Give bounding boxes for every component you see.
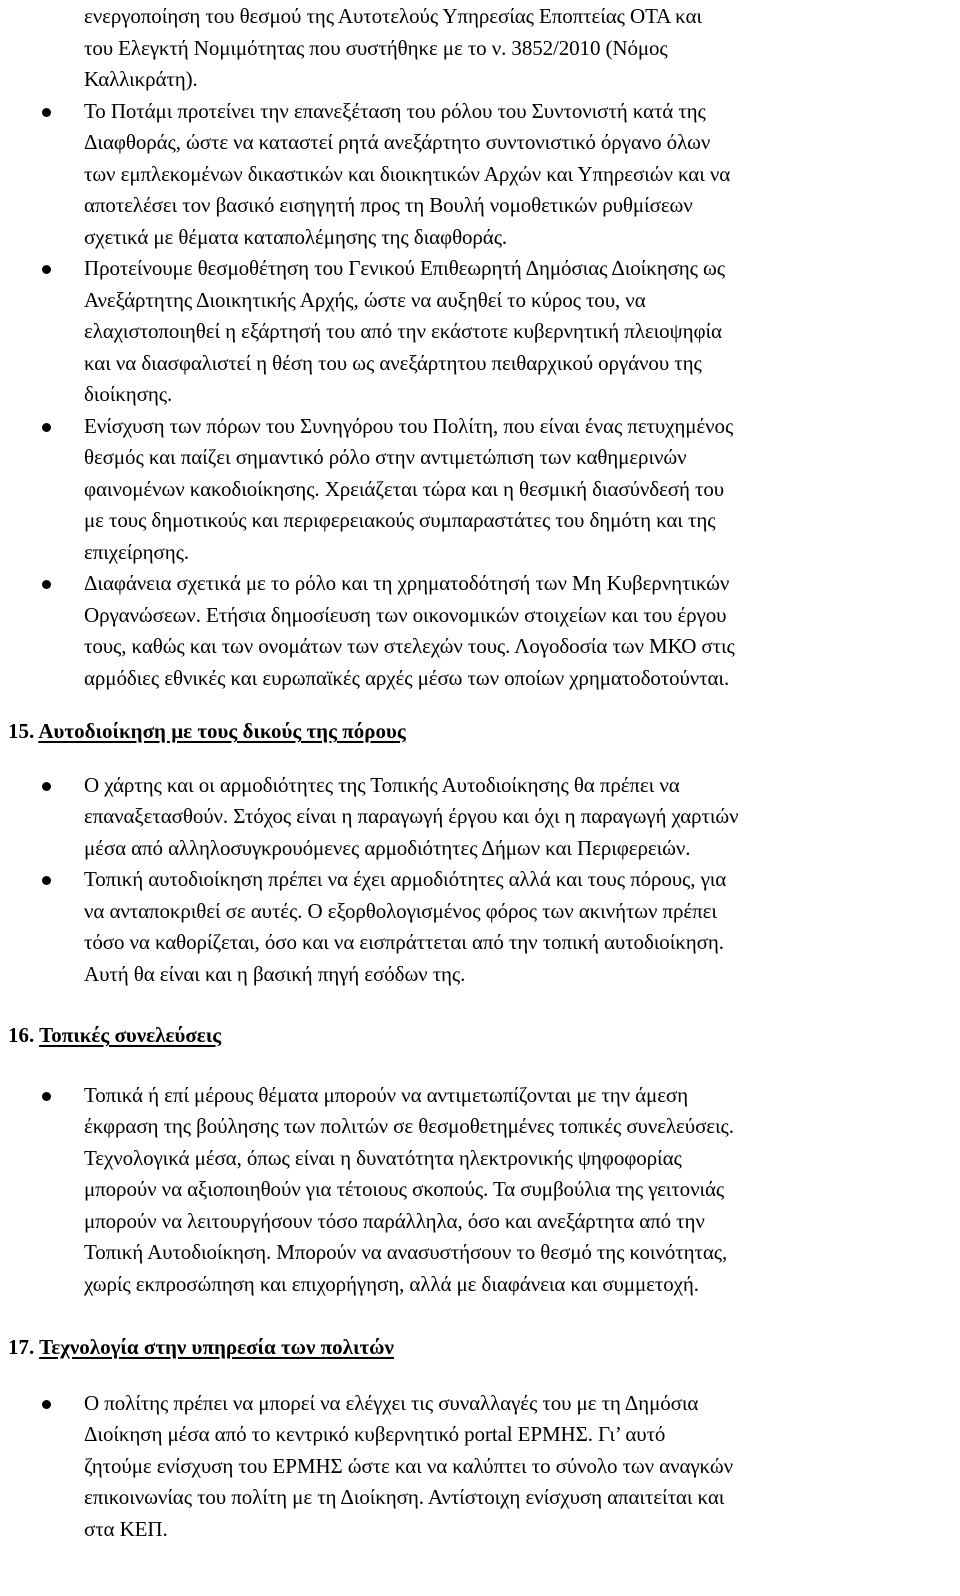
list-item-line: Ο χάρτης και οι αρμοδιότητες της Τοπικής Αυτοδιοίκησης θα πρέπει να: [84, 772, 680, 797]
list-item-line: των εμπλεκομένων δικαστικών και διοικητικών Αρχών και Υπηρεσιών και να: [84, 161, 731, 186]
list-item-line: να ανταποκριθεί σε αυτές. Ο εξορθολογισμένος φόρος των ακινήτων πρέπει: [84, 898, 717, 923]
list-item-line: τους, καθώς και των ονομάτων των στελεχών τους. Λογοδοσία των ΜΚΟ στις: [84, 634, 735, 658]
bullet-dot: [42, 1092, 51, 1101]
list-item-line: σχετικά με θέματα καταπολέμησης της διαφθοράς.: [84, 224, 508, 249]
list-item-line: και να διασφαλιστεί η θέση του ως ανεξάρτητου πειθαρχικού οργάνου της: [84, 350, 702, 375]
list-item-line: Αυτή θα είναι και η βασική πηγή εσόδων της.: [84, 961, 466, 986]
section-title: Τεχνολογία στην υπηρεσία των πολιτών: [39, 1335, 394, 1359]
bullet-dot: [42, 423, 51, 432]
list-item-line: Τοπικά ή επί μέρους θέματα μπορούν να αντιμετωπίζονται με την άμεση: [84, 1082, 689, 1107]
list-item-line: Διαφθοράς, ώστε να καταστεί ρητά ανεξάρτητο συντονιστικό όργανο όλων: [84, 130, 711, 154]
list-item-line: θεσμός και παίζει σημαντικό ρόλο στην αντιμετώπιση των καθημερινών: [84, 445, 687, 469]
list-item-line: Ενίσχυση των πόρων του Συνηγόρου του Πολίτη, που είναι ένας πετυχημένος: [84, 413, 734, 438]
list-item-line: μπορούν να λειτουργήσουν τόσο παράλληλα, όσο και ανεξάρτητα από την: [84, 1208, 705, 1233]
bullet-dot: [42, 876, 51, 885]
list-item-line: Το Ποτάμι προτείνει την επανεξέταση του ρόλου του Συντονιστή κατά της: [84, 98, 706, 123]
list-item-line: επαναξετασθούν. Στόχος είναι η παραγωγή έργου και όχι η παραγωγή χαρτιών: [84, 804, 739, 828]
list-item-line: διοίκησης.: [84, 382, 173, 406]
bullet-dot: [42, 1400, 51, 1409]
section-number: 17.: [8, 1335, 35, 1359]
section-title: Αυτοδιοίκηση με τους δικούς της πόρους: [38, 719, 406, 743]
list-item-line: έκφραση της βούλησης των πολιτών σε θεσμοθετημένες τοπικές συνελεύσεις.: [84, 1114, 734, 1138]
intro-line: του Ελεγκτή Νομιμότητας που συστήθηκε με το ν. 3852/2010 (Νόμος: [84, 35, 668, 60]
list-item-line: Διοίκηση μέσα από το κεντρικό κυβερνητικό portal ΕΡΜΗΣ. Γι’ αυτό: [84, 1422, 666, 1446]
list-item-line: Ανεξάρτητης Διοικητικής Αρχής, ώστε να αυξηθεί το κύρος του, να: [84, 287, 646, 312]
section-heading: [8, 1335, 394, 1360]
intro-line: Καλλικράτη).: [84, 67, 198, 91]
list-item-line: χωρίς εκπροσώπηση και επιχορήγηση, αλλά με διαφάνεια και συμμετοχή.: [84, 1271, 699, 1296]
list-item-line: μπορούν να αξιοποιηθούν για τέτοιους σκοπούς. Τα συμβούλια της γειτονιάς: [84, 1177, 725, 1201]
list-item-line: στα ΚΕΠ.: [84, 1516, 168, 1541]
section-heading: [8, 719, 406, 744]
list-item-line: Διαφάνεια σχετικά με το ρόλο και τη χρηματοδότησή των Μη Κυβερνητικών: [84, 571, 730, 595]
list-item-line: φαινομένων κακοδιοίκησης. Χρειάζεται τώρα και η θεσμική διασύνδεσή του: [84, 476, 725, 501]
list-item-line: ζητούμε ενίσχυση του ΕΡΜΗΣ ώστε και να καλύπτει το σύνολο των αναγκών: [84, 1453, 733, 1478]
list-item-line: Τοπική Αυτοδιοίκηση. Μπορούν να ανασυστήσουν το θεσμό της κοινότητας,: [84, 1240, 728, 1264]
list-item-line: Τοπική αυτοδιοίκηση πρέπει να έχει αρμοδιότητες αλλά και τους πόρους, για: [84, 867, 727, 891]
section-number: 15.: [8, 719, 35, 743]
bullet-dot: [42, 108, 51, 117]
intro-line: ενεργοποίηση του θεσμού της Αυτοτελούς Υπηρεσίας Εποπτείας ΟΤΑ και: [84, 4, 702, 28]
section-title: Τοπικές συνελεύσεις: [39, 1023, 222, 1047]
list-item-line: με τους δημοτικούς και περιφερειακούς συμπαραστάτες του δημότη και της: [84, 508, 716, 532]
list-item-line: Οργανώσεων. Ετήσια δημοσίευση των οικονομικών στοιχείων και του έργου: [84, 602, 727, 627]
list-item-line: ελαχιστοποιηθεί η εξάρτησή του από την εκάστοτε κυβερνητική πλειοψηφία: [84, 319, 722, 343]
list-item-line: Προτείνουμε θεσμοθέτηση του Γενικού Επιθεωρητή Δημόσιας Διοίκησης ως: [84, 256, 725, 280]
bullet-dot: [42, 580, 51, 589]
bullet-dot: [42, 782, 51, 791]
list-item-line: Τεχνολογικά μέσα, όπως είναι η δυνατότητα ηλεκτρονικής ψηφοφορίας: [84, 1145, 682, 1170]
section-heading: [8, 1023, 221, 1048]
list-item-line: μέσα από αλληλοσυγκρουόμενες αρμοδιότητες Δήμων και Περιφερειών.: [84, 835, 691, 860]
list-item-line: επιχείρησης.: [84, 539, 189, 564]
list-item-line: αποτελέσει τον βασικό εισηγητή προς τη Βουλή νομοθετικών ρυθμίσεων: [84, 193, 693, 217]
list-item-line: αρμόδιες εθνικές και ευρωπαϊκές αρχές μέσω των οποίων χρηματοδοτούνται.: [84, 665, 730, 690]
list-item-line: επικοινωνίας του πολίτη με τη Διοίκηση. Αντίστοιχη ενίσχυση απαιτείται και: [84, 1485, 725, 1509]
section-number: 16.: [8, 1023, 35, 1047]
list-item-line: Ο πολίτης πρέπει να μπορεί να ελέγχει τις συναλλαγές του με τη Δημόσια: [84, 1390, 699, 1415]
bullet-dot: [42, 265, 51, 274]
list-item-line: τόσο να καθορίζεται, όσο και να εισπράττεται από την τοπική αυτοδιοίκηση.: [84, 930, 724, 954]
